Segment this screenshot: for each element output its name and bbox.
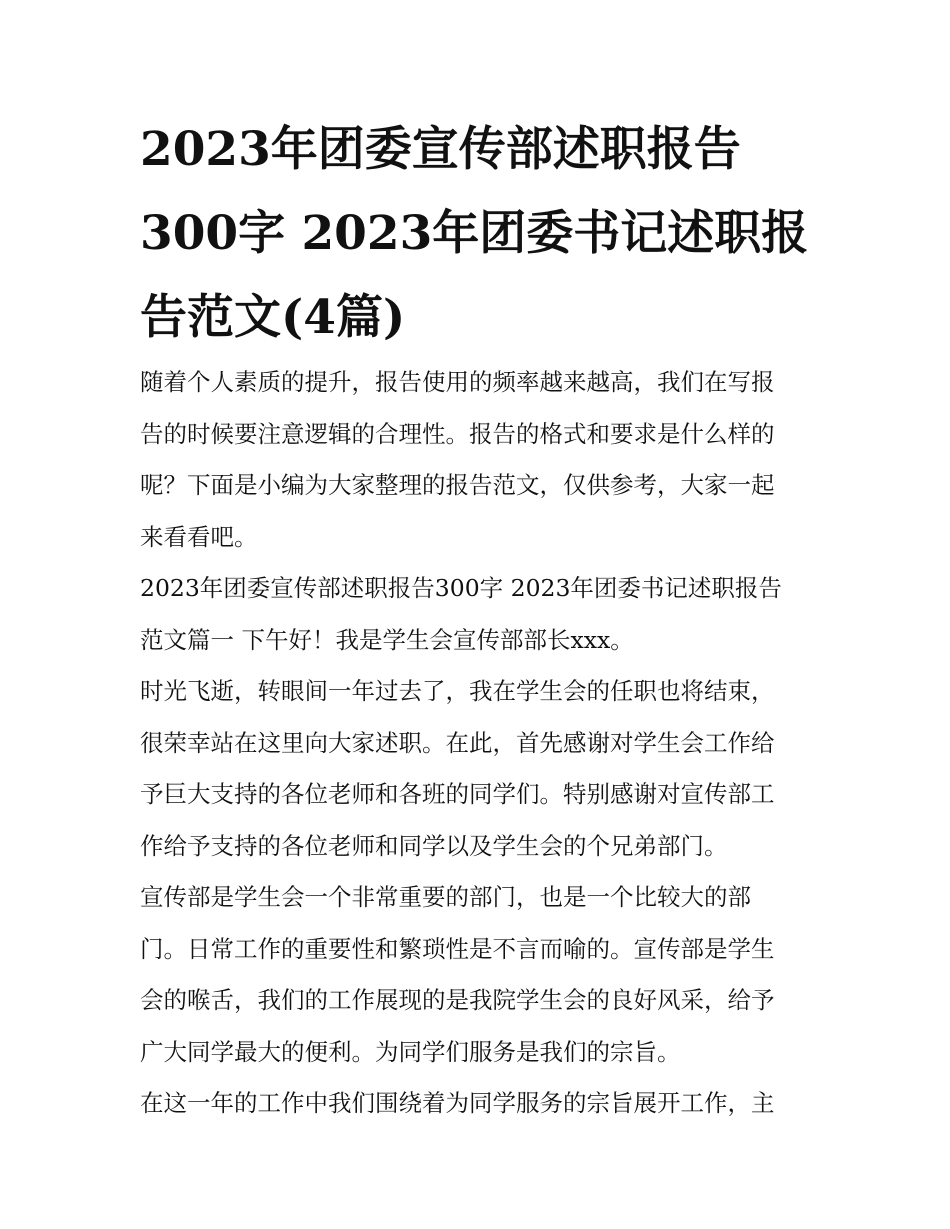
text-line: 随着个人素质的提升，报告使用的频率越来越高，我们在写报: [140, 368, 775, 396]
body-paragraph: [140, 1078, 820, 1130]
text-line: 门。日常工作的重要性和繁琐性是不言而喻的。宣传部是学生: [140, 934, 775, 963]
text-line: 广大同学最大的便利。为同学们服务是我们的宗旨。: [140, 1037, 681, 1066]
text-line: 作给予支持的各位老师和同学以及学生会的个兄弟部门。: [140, 831, 728, 860]
body-paragraph: [140, 872, 820, 1078]
text-line: 会的喉舌，我们的工作展现的是我院学生会的良好风采，给予: [140, 986, 775, 1014]
text-line: 很荣幸站在这里向大家述职。在此，首先感谢对学生会工作给: [140, 728, 775, 757]
intro-paragraph: [140, 357, 820, 563]
section-heading-paragraph: [140, 563, 820, 666]
title-line: 2023年团委宣传部述职报告: [140, 122, 741, 177]
title-line: 告范文(4篇): [140, 290, 406, 345]
text-line: 2023年团委宣传部述职报告300字 2023年团委书记述职报告: [140, 574, 782, 602]
body-paragraph: [140, 666, 820, 872]
text-line: 时光飞逝，转眼间一年过去了，我在学生会的任职也将结束，: [140, 677, 775, 705]
document-body: [140, 357, 820, 1130]
text-line: 告的时候要注意逻辑的合理性。报告的格式和要求是什么样的: [140, 419, 775, 448]
document-title: [140, 108, 820, 360]
text-line: 宣传部是学生会一个非常重要的部门，也是一个比较大的部: [140, 883, 751, 911]
text-line: 予巨大支持的各位老师和各班的同学们。特别感谢对宣传部工: [140, 780, 775, 808]
text-line: 范文篇一 下午好！我是学生会宣传部部长xxx。: [140, 625, 634, 654]
text-line: 呢？下面是小编为大家整理的报告范文，仅供参考，大家一起: [140, 471, 775, 499]
text-line: 在这一年的工作中我们围绕着为同学服务的宗旨展开工作，主: [140, 1089, 775, 1117]
text-line: 来看看吧。: [140, 522, 258, 551]
title-line: 300字 2023年团委书记述职报: [140, 206, 809, 261]
